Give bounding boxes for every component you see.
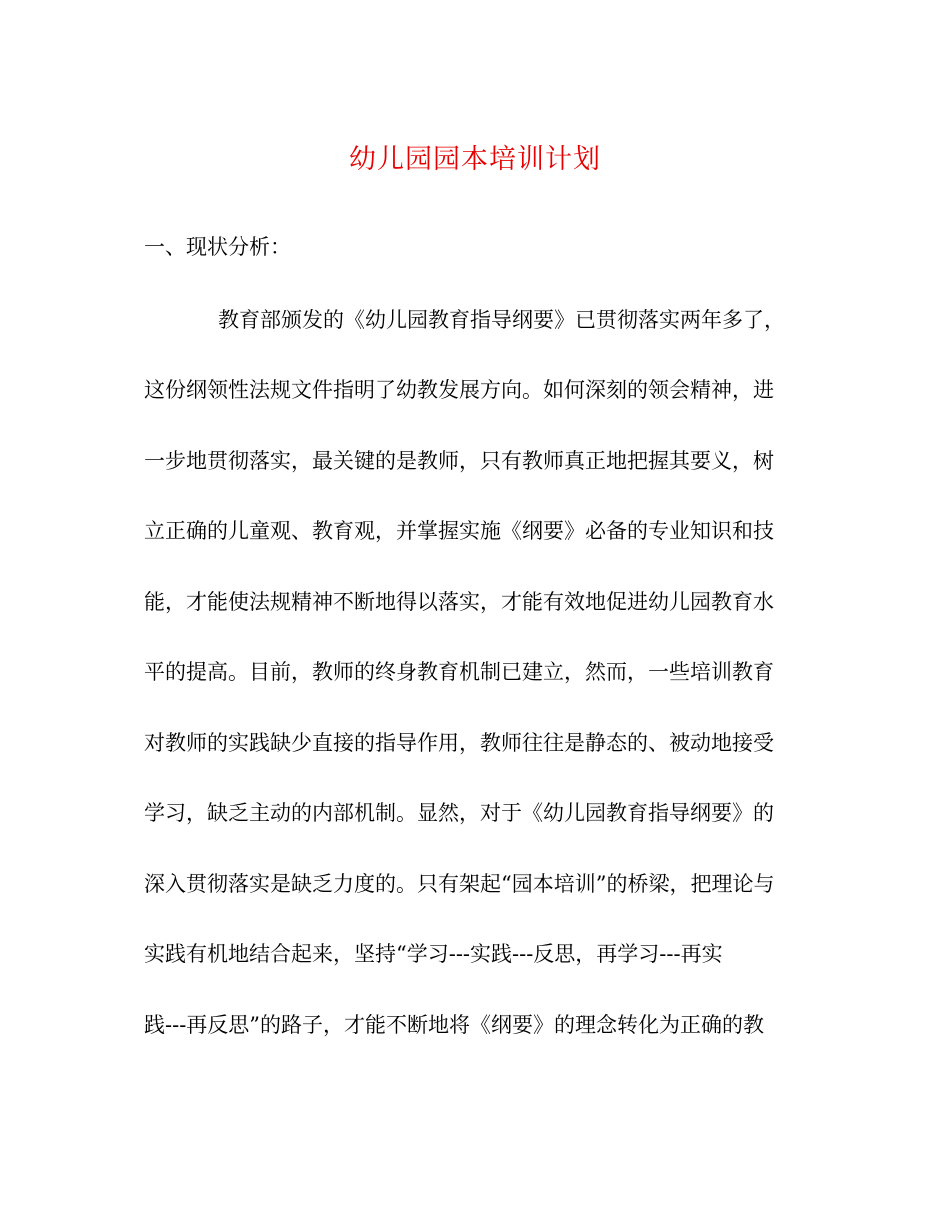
paragraph-line: 这份纲领性法规文件指明了幼教发展方向。如何深刻的领会精神，进 <box>144 378 774 402</box>
paragraph-line: 能，才能使法规精神不断地得以落实，才能有效地促进幼儿园教育水 <box>144 590 774 614</box>
paragraph-line: 对教师的实践缺少直接的指导作用，教师往往是静态的、被动地接受 <box>144 731 774 755</box>
paragraph-line: 深入贯彻落实是缺乏力度的。只有架起“园本培训”的桥梁，把理论与 <box>144 872 775 896</box>
paragraph-line: 平的提高。目前，教师的终身教育机制已建立，然而，一些培训教育 <box>144 660 774 684</box>
section-heading: 一、现状分析： <box>144 235 291 259</box>
paragraph-line: 践---再反思”的路子，才能不断地将《纲要》的理念转化为正确的教 <box>144 1013 765 1037</box>
paragraph-line: 教育部颁发的《幼儿园教育指导纲要》已贯彻落实两年多了， <box>218 308 785 332</box>
document-title: 幼儿园园本培训计划 <box>349 144 601 175</box>
paragraph-line: 实践有机地结合起来，坚持“学习---实践---反思，再学习---再实 <box>144 942 723 966</box>
paragraph-line: 学习，缺乏主动的内部机制。显然，对于《幼儿园教育指导纲要》的 <box>144 801 774 825</box>
paragraph-line: 立正确的儿童观、教育观，并掌握实施《纲要》必备的专业知识和技 <box>144 519 774 543</box>
paragraph-line: 一步地贯彻落实，最关键的是教师，只有教师真正地把握其要义，树 <box>144 449 774 473</box>
